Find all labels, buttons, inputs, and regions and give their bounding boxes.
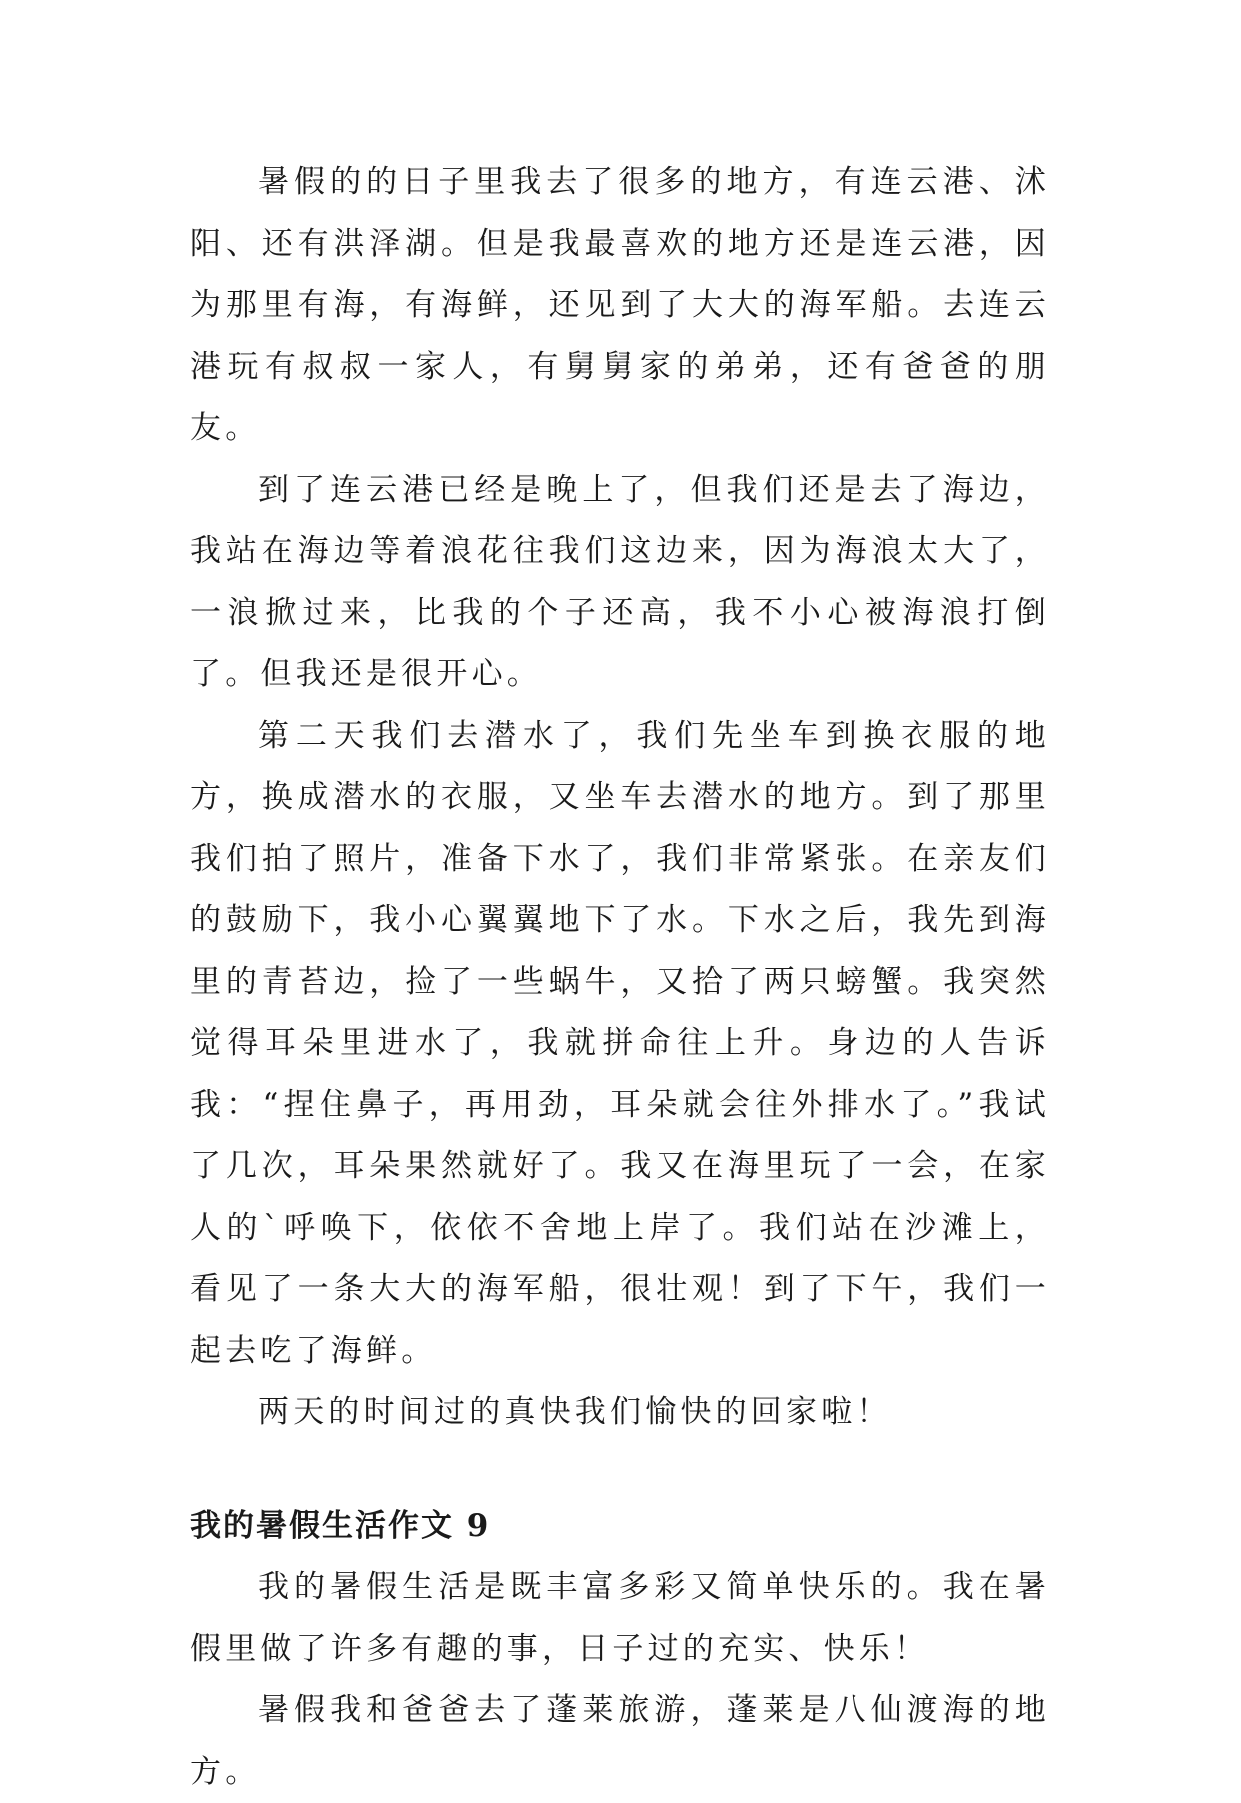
paragraph: 到了连云港已经是晚上了，但我们还是去了海边，我站在海边等着浪花往我们这边来，因为海浪太大了，一浪掀过来，比我的个子还高，我不小心被海浪打倒了。但我还是很开心。 [190, 471, 1050, 692]
paragraph: 暑假的的日子里我去了很多的地方，有连云港、沭阳、还有洪泽湖。但是我最喜欢的地方还是连云港，因为那里有海，有海鲜，还见到了大大的海军船。去连云港玩有叔叔一家人，有舅舅家的弟弟，还有爸爸的朋友。 [190, 164, 1050, 446]
paragraph: 第二天我们去潜水了，我们先坐车到换衣服的地方，换成潜水的衣服，又坐车去潜水的地方。到了那里我们拍了照片，准备下水了，我们非常紧张。在亲友们的鼓励下，我小心翼翼地下了水。下水之后，我先到海里的青苔边，捡了一些蜗牛，又拾了两只螃蟹。我突然觉得耳朵里进水了，我就拼命往上升。身边的人告诉我：“捏住鼻子，再用劲，耳朵就会往外排水了。”我试了几次，耳朵果然就好了。我又在海里玩了一会，在家人的`呼唤下，依依不舍地上岸了。我们站在沙滩上，看见了一条大大的海军船，很壮观！到了下午，我们一起去吃了海鲜。 [190, 717, 1050, 1369]
section-title: 我的暑假生活作文 9 [190, 1507, 491, 1544]
paragraph: 暑假我和爸爸去了蓬莱旅游，蓬莱是八仙渡海的地方。 [190, 1692, 1050, 1790]
paragraph: 我的暑假生活是既丰富多彩又简单快乐的。我在暑假里做了许多有趣的事，日子过的充实、快乐！ [190, 1569, 1050, 1667]
document-body [190, 152, 1050, 1803]
paragraph: 两天的时间过的真快我们愉快的回家啦！ [258, 1394, 892, 1430]
